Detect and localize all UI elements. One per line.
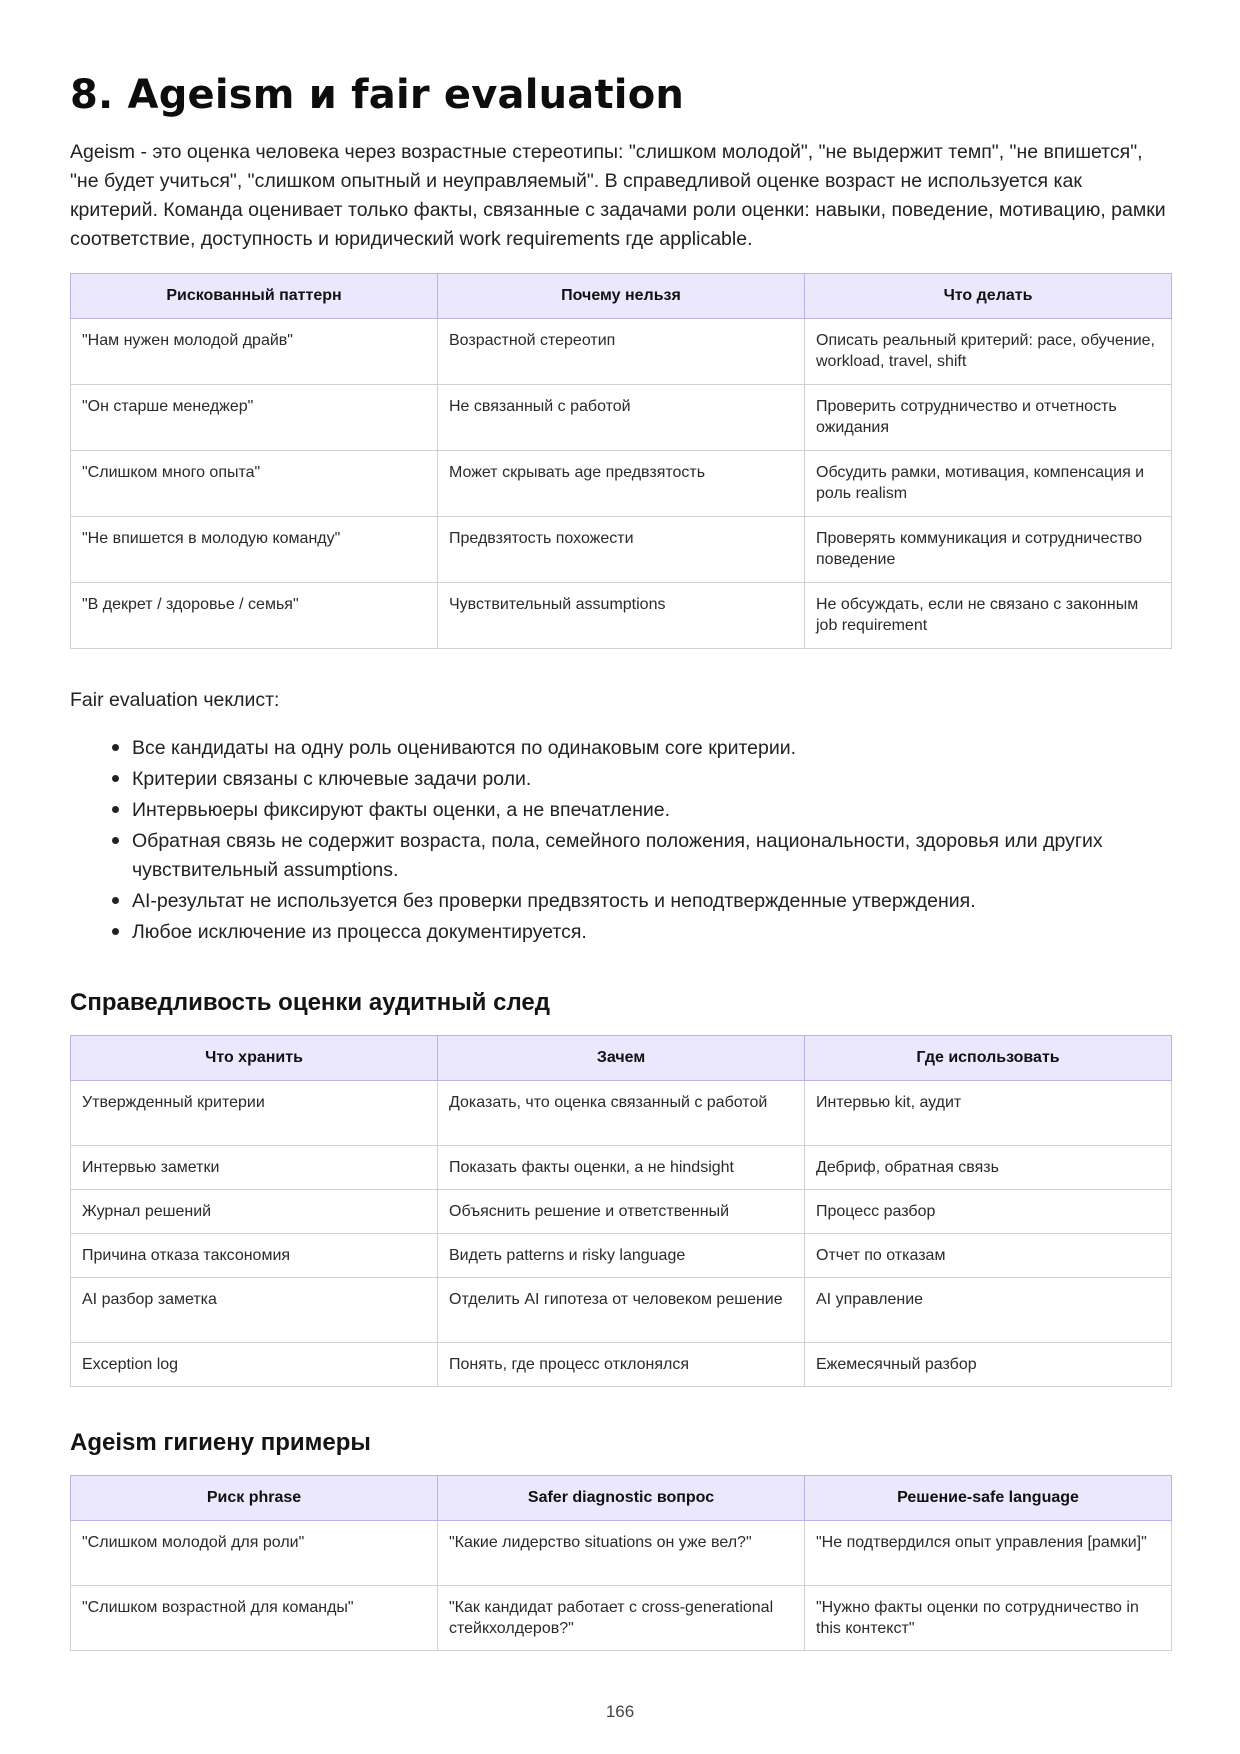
column-header: Где использовать bbox=[805, 1036, 1172, 1081]
section-heading: Справедливость оценки аудитный след bbox=[70, 989, 550, 1016]
table-cell: Предвзятость похожести bbox=[438, 517, 805, 583]
table-cell: "В декрет / здоровье / семья" bbox=[71, 583, 438, 649]
table-cell: "Нам нужен молодой драйв" bbox=[71, 319, 438, 385]
table-cell: AI разбор заметка bbox=[71, 1278, 438, 1343]
table-header-row bbox=[71, 274, 1172, 319]
table-row bbox=[71, 583, 1172, 649]
ageism-examples-table bbox=[70, 1475, 1172, 1651]
table-cell: "Не подтвердился опыт управления [рамки]" bbox=[805, 1521, 1172, 1586]
table-cell: Ежемесячный разбор bbox=[805, 1343, 1172, 1387]
table-row bbox=[71, 1521, 1172, 1586]
table-cell: "Какие лидерство situations он уже вел?" bbox=[438, 1521, 805, 1586]
table-cell: "Не впишется в молодую команду" bbox=[71, 517, 438, 583]
checklist-item: • Критерии связаны с ключевые задачи роли. bbox=[132, 763, 1172, 794]
table-cell: "Слишком много опыта" bbox=[71, 451, 438, 517]
table-cell: Причина отказа таксономия bbox=[71, 1234, 438, 1278]
table-row bbox=[71, 1081, 1172, 1146]
table-cell: Возрастной стереотип bbox=[438, 319, 805, 385]
table-cell: "Слишком возрастной для команды" bbox=[71, 1586, 438, 1651]
table-cell: Доказать, что оценка связанный с работой bbox=[438, 1081, 805, 1146]
table-row bbox=[71, 451, 1172, 517]
table-cell: AI управление bbox=[805, 1278, 1172, 1343]
checklist-item: • Интервьюеры фиксируют факты оценки, а не впечатление. bbox=[132, 794, 1172, 825]
table-row bbox=[71, 1586, 1172, 1651]
intro-paragraph: Ageism - это оценка человека через возрастные стереотипы: "слишком молодой", "не выдержит темп", "не впишется", "не будет учиться", "слишком опытный и неуправляемый". В справедливой оценке возраст не используется как критерий. Команда оценивает только факты, связанные с задачами роли оценки: навыки, поведение, мотивацию, рамки соответствие, доступность и юридический work requirements где applicable. bbox=[70, 141, 1166, 250]
checklist-item: • Все кандидаты на одну роль оцениваются по одинаковым core критерии. bbox=[132, 732, 1172, 763]
page-title: 8. Ageism и fair evaluation bbox=[70, 72, 685, 118]
table-row bbox=[71, 1234, 1172, 1278]
table-cell: Видеть patterns и risky language bbox=[438, 1234, 805, 1278]
table-cell: Объяснить решение и ответственный bbox=[438, 1190, 805, 1234]
table-cell: Показать факты оценки, а не hindsight bbox=[438, 1146, 805, 1190]
table-cell: Обсудить рамки, мотивация, компенсация и роль realism bbox=[805, 451, 1172, 517]
table-cell: Проверять коммуникация и сотрудничество поведение bbox=[805, 517, 1172, 583]
table-cell: Чувствительный assumptions bbox=[438, 583, 805, 649]
table-row bbox=[71, 385, 1172, 451]
table-row bbox=[71, 1278, 1172, 1343]
table-cell: "Он старше менеджер" bbox=[71, 385, 438, 451]
table-cell: Exception log bbox=[71, 1343, 438, 1387]
table-cell: "Как кандидат работает с cross-generational стейкхолдеров?" bbox=[438, 1586, 805, 1651]
table-cell: "Нужно факты оценки по сотрудничество in this контекст" bbox=[805, 1586, 1172, 1651]
table-row bbox=[71, 1146, 1172, 1190]
table-cell: Понять, где процесс отклонялся bbox=[438, 1343, 805, 1387]
audit-trail-table bbox=[70, 1035, 1172, 1387]
checklist-title: Fair evaluation чеклист: bbox=[70, 689, 280, 711]
table-cell: "Слишком молодой для роли" bbox=[71, 1521, 438, 1586]
table-row bbox=[71, 319, 1172, 385]
column-header: Почему нельзя bbox=[438, 274, 805, 319]
table-cell: Интервью заметки bbox=[71, 1146, 438, 1190]
column-header: Что хранить bbox=[71, 1036, 438, 1081]
table-header-row bbox=[71, 1476, 1172, 1521]
table-cell: Проверить сотрудничество и отчетность ожидания bbox=[805, 385, 1172, 451]
table-cell: Может скрывать age предвзятость bbox=[438, 451, 805, 517]
table-header-row bbox=[71, 1036, 1172, 1081]
table-cell: Утвержденный критерии bbox=[71, 1081, 438, 1146]
section-heading: Ageism гигиену примеры bbox=[70, 1429, 371, 1456]
checklist-item: • Любое исключение из процесса документируется. bbox=[132, 916, 1172, 947]
column-header: Решение-safe language bbox=[805, 1476, 1172, 1521]
column-header: Safer diagnostic вопрос bbox=[438, 1476, 805, 1521]
table-cell: Журнал решений bbox=[71, 1190, 438, 1234]
table-cell: Дебриф, обратная связь bbox=[805, 1146, 1172, 1190]
table-row bbox=[71, 517, 1172, 583]
risk-pattern-table bbox=[70, 273, 1172, 649]
checklist-item: • Обратная связь не содержит возраста, пола, семейного положения, национальности, здоровья или других чувствительный assumptions. bbox=[132, 825, 1172, 885]
column-header: Зачем bbox=[438, 1036, 805, 1081]
checklist-item: • AI-результат не используется без проверки предвзятость и неподтвержденные утверждения. bbox=[132, 885, 1172, 916]
document-page bbox=[70, 72, 1172, 1651]
column-header: Риск phrase bbox=[71, 1476, 438, 1521]
page-number: 166 bbox=[605, 1702, 635, 1721]
table-cell: Описать реальный критерий: pace, обучение, workload, travel, shift bbox=[805, 319, 1172, 385]
table-row bbox=[71, 1343, 1172, 1387]
column-header: Рискованный паттерн bbox=[71, 274, 438, 319]
column-header: Что делать bbox=[805, 274, 1172, 319]
table-cell: Интервью kit, аудит bbox=[805, 1081, 1172, 1146]
table-cell: Отделить AI гипотеза от человеком решение bbox=[438, 1278, 805, 1343]
table-cell: Не обсуждать, если не связано с законным job requirement bbox=[805, 583, 1172, 649]
table-cell: Отчет по отказам bbox=[805, 1234, 1172, 1278]
table-cell: Процесс разбор bbox=[805, 1190, 1172, 1234]
checklist bbox=[70, 732, 1172, 947]
table-cell: Не связанный с работой bbox=[438, 385, 805, 451]
table-row bbox=[71, 1190, 1172, 1234]
